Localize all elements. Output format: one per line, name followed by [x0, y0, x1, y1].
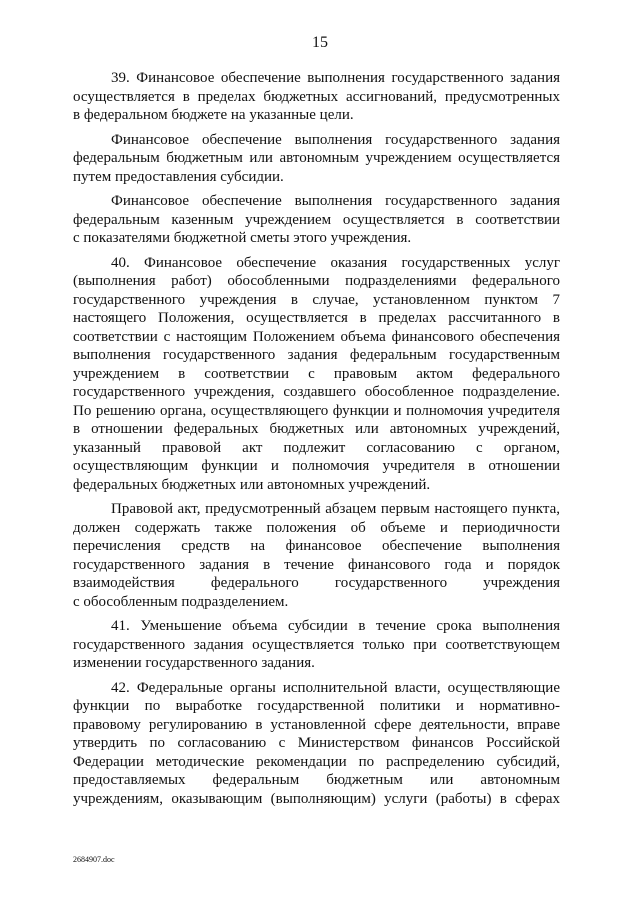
paragraph-41	[73, 617, 560, 673]
text-line: федеральных бюджетных или автономных учреждений.	[73, 476, 431, 493]
text-line: учреждениям, оказывающим (выполняющим) услуги (работы) в сферах	[73, 790, 560, 807]
text-line: с обособленным подразделением.	[73, 593, 289, 610]
text-line: осуществляется в пределах бюджетных ассигнований, предусмотренных	[73, 88, 560, 105]
text-line: должен содержать также положения об объеме и периодичности	[73, 519, 560, 536]
text-line: федеральным бюджетным или автономным учреждением осуществляется	[73, 150, 560, 166]
text-line: правовому регулированию в установленной сфере деятельности, вправе	[73, 716, 560, 733]
document-body	[73, 69, 560, 814]
paragraph-39-treasury	[73, 192, 560, 248]
text-line: выполнения государственного задания федеральным государственным	[73, 347, 560, 363]
text-line: настоящего Положения, осуществляется в пределах рассчитанного в	[73, 310, 560, 326]
paragraph-42	[73, 679, 560, 809]
paragraph-40	[73, 254, 560, 495]
text-line: функции по выработке государственной политики и нормативно-	[73, 698, 560, 714]
paragraph-40-legal-act	[73, 500, 560, 611]
text-line: Финансовое обеспечение выполнения государственного задания	[111, 193, 560, 209]
text-line: 40. Финансовое обеспечение оказания государственных услуг	[111, 254, 560, 271]
text-line: утвердить по согласованию с Министерством финансов Российской	[73, 735, 560, 751]
text-line: 42. Федеральные органы исполнительной власти, осуществляющие	[111, 679, 560, 696]
text-line: в отношении федеральных бюджетных или автономных учреждений,	[73, 421, 560, 437]
text-line: в федеральном бюджете на указанные цели.	[73, 107, 354, 123]
document-filename: 2684907.doc	[73, 855, 115, 864]
text-line: государственного учреждения в случае, установленном пунктом 7	[73, 291, 560, 308]
text-line: с показателями бюджетной сметы этого учреждения.	[73, 230, 412, 246]
text-line: Финансовое обеспечение выполнения государственного задания	[111, 131, 560, 148]
page-number: 15	[312, 34, 328, 51]
text-line: изменении государственного задания.	[73, 655, 315, 671]
text-line: государственного учреждения, создавшего обособленное подразделение.	[73, 384, 560, 400]
text-line: Федерации методические рекомендации по распределению субсидий,	[73, 753, 560, 770]
text-line: По решению органа, осуществляющего функции и полномочия учредителя	[73, 402, 560, 419]
text-line: федеральным казенным учреждением осуществляется в соответствии	[73, 211, 560, 228]
text-line: осуществляющим функции и полномочия учредителя в отношении	[73, 458, 560, 474]
text-line: 41. Уменьшение объема субсидии в течение срока выполнения	[111, 618, 560, 634]
text-line: взаимодействия федерального государственного учреждения	[73, 575, 560, 591]
text-line: Правовой акт, предусмотренный абзацем первым настоящего пункта,	[111, 501, 560, 517]
text-line: учреждением в соответствии с правовым актом федерального	[73, 365, 560, 382]
text-line: соответствии с настоящим Положением объема финансового обеспечения	[73, 328, 560, 345]
text-line: государственного задания в течение финансового года и порядок	[73, 556, 560, 573]
text-line: перечисления средств на финансовое обеспечение выполнения	[73, 538, 560, 554]
text-line: указанный правовой акт подлежит согласованию с органом,	[73, 439, 560, 456]
text-line: государственного задания осуществляется только при соответствующем	[73, 636, 560, 653]
paragraph-39-budget-autonomous	[73, 131, 560, 187]
text-line: путем предоставления субсидии.	[73, 168, 284, 185]
text-line: предоставляемых федеральным бюджетным или автономным	[73, 772, 560, 788]
paragraph-39	[73, 69, 560, 125]
text-line: 39. Финансовое обеспечение выполнения государственного задания	[111, 70, 560, 86]
text-line: (выполнения работ) обособленными подразделениями федерального	[73, 273, 560, 289]
